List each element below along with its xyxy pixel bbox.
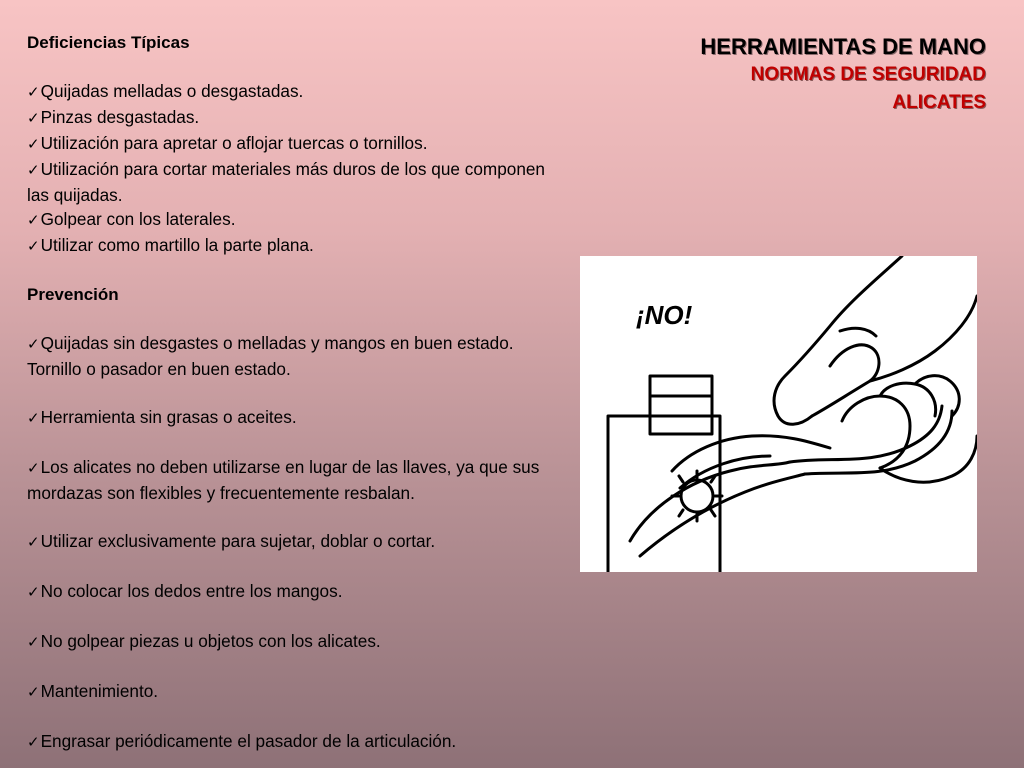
check-icon: ✓ [27, 162, 40, 179]
deficiency-item: ✓Pinzas desgastadas. [27, 107, 200, 127]
check-icon: ✓ [27, 84, 40, 101]
deficiency-item: ✓Quijadas melladas o desgastadas. [27, 81, 304, 101]
slide-topic: ALICATES [892, 92, 986, 113]
deficiency-item: ✓Golpear con los laterales. [27, 209, 236, 229]
slide-subtitle: NORMAS DE SEGURIDAD [750, 64, 986, 85]
prevention-item: ✓Utilizar exclusivamente para sujetar, doblar o cortar. [27, 531, 436, 551]
pliers-pivot [681, 480, 713, 512]
pliers-misuse-drawing [580, 256, 977, 572]
check-icon: ✓ [27, 634, 40, 651]
check-icon: ✓ [27, 336, 40, 353]
pliers-handle-lower [805, 411, 952, 474]
prevention-item: ✓No golpear piezas u objetos con los alicates. [27, 631, 381, 651]
title-block [700, 33, 986, 117]
prevention-item: ✓Quijadas sin desgastes o melladas y mangos en buen estado. Tornillo o pasador en buen estado. [27, 333, 514, 379]
check-icon: ✓ [27, 534, 40, 551]
pliers-lower-jaw [630, 462, 790, 541]
check-icon: ✓ [27, 238, 40, 255]
check-icon: ✓ [27, 136, 40, 153]
pliers-misuse-illustration [580, 256, 977, 572]
prevention-item: ✓Los alicates no deben utilizarse en lugar de las llaves, ya que sus mordazas son flexibles y frecuentemente resbalan. [27, 457, 540, 503]
check-icon: ✓ [27, 734, 40, 751]
check-icon: ✓ [27, 584, 40, 601]
deficiency-item: ✓Utilizar como martillo la parte plana. [27, 235, 314, 255]
slide-title: HERRAMIENTAS DE MANO [700, 34, 986, 59]
prevention-item: ✓No colocar los dedos entre los mangos. [27, 581, 343, 601]
bolt-body [608, 416, 720, 572]
prevention-item: ✓Mantenimiento. [27, 681, 159, 701]
prevention-item: ✓Herramienta sin grasas o aceites. [27, 407, 297, 427]
prevention-item: ✓Engrasar periódicamente el pasador de la articulación. [27, 731, 457, 751]
nut-top [650, 376, 712, 434]
check-icon: ✓ [27, 410, 40, 427]
deficiency-item: ✓Utilización para apretar o aflojar tuercas o tornillos. [27, 133, 428, 153]
check-icon: ✓ [27, 212, 40, 229]
check-icon: ✓ [27, 110, 40, 127]
deficiency-item: ✓Utilización para cortar materiales más duros de los que componen las quijadas. [27, 159, 545, 205]
no-caption: ¡NO! [636, 300, 693, 330]
body-text [27, 31, 567, 755]
prevention-heading: Prevención [27, 285, 119, 304]
check-icon: ✓ [27, 684, 40, 701]
check-icon: ✓ [27, 460, 40, 477]
deficiencies-heading: Deficiencias Típicas [27, 33, 190, 52]
